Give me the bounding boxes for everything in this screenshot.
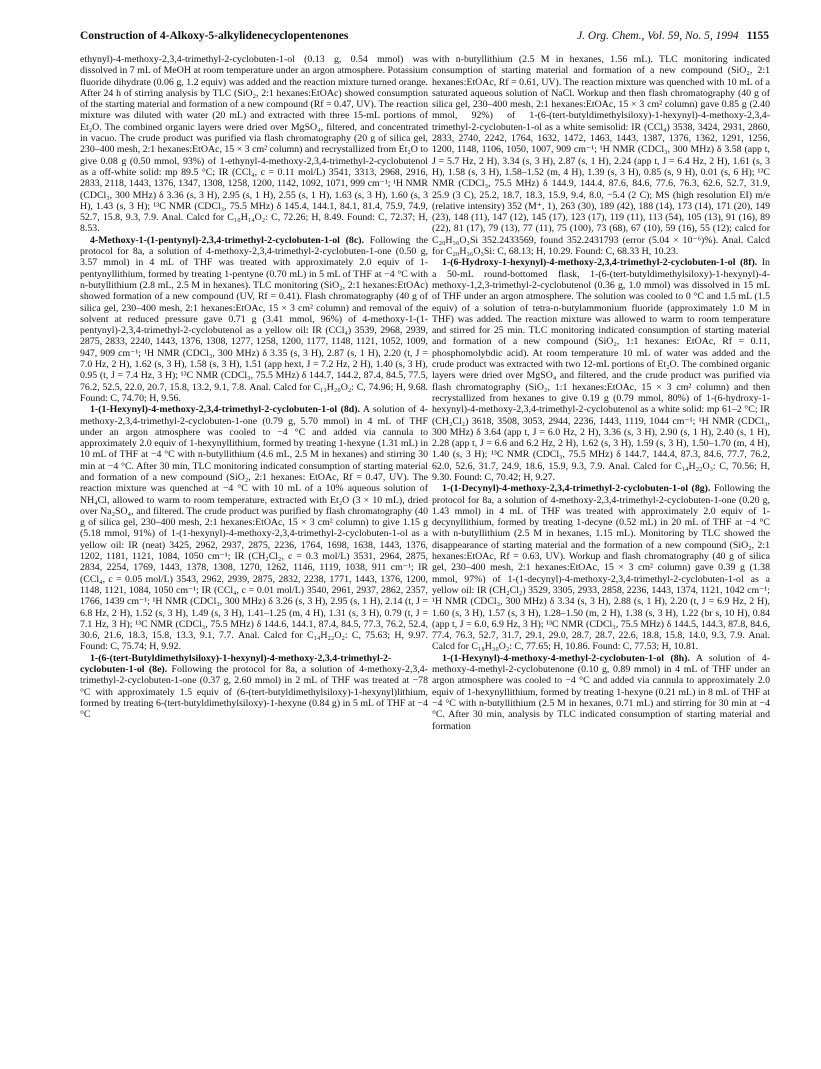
journal-name: J. Org. Chem., <box>577 30 645 42</box>
compound-heading: 1-(1-Decynyl)-4-methoxy-2,3,4-trimethyl-2-cyclobuten-1-ol (8g). <box>442 483 711 495</box>
right-column <box>432 54 770 732</box>
paragraph-text: Following the protocol for 8a, a solution of 4-methoxy-2,3,4-trimethyl-2-cyclobuten-1-one (0.37 g, 2.60 mmol) in 2 mL of THF was treated at −78 °C with approximately 1.5 equiv of (6-(tert-butyldimethylsiloxy)-1-hexynyl)lithium, formed by treating 6-(tert-butyldimethylsiloxy)-1-hexyne (0.84 g) in 5 mL of THF at −4 °C <box>80 664 429 721</box>
paragraph <box>432 483 770 652</box>
paragraph <box>432 54 770 257</box>
page-number: 1155 <box>746 30 769 42</box>
running-title: Construction of 4-Alkoxy-5-alkylidenecyclopentenones <box>80 30 349 42</box>
paragraph <box>80 235 428 404</box>
paragraph <box>432 653 770 732</box>
paragraph <box>80 653 428 721</box>
paragraph-text: Following the protocol for 8a, a solution of 4-methoxy-2,3,4-trimethyl-2-cyclobuten-1-one (0.20 g, 1.43 mmol) in 4 mL of THF was treated with approximately 2.0 equiv of 1-decynyllithium, formed by treating 1-decyne (0.52 mL) in 20 mL of THF at −4 °C with n-butyllithium (2.5 M in hexanes, 1.15 mL). Monitoring by TLC showed the disappearance of starting material and the formation of a new compound (SiO₂, 2:1 hexanes:EtOAc, Rf = 0.63, UV). Workup and flash chromatography (40 g of silica gel, 230–400 mesh, 2:1 hexanes:EtOAc, 15 × 3 cm² column) gave 0.39 g (1.38 mmol, 97%) of 1-(1-decynyl)-4-methoxy-2,3,4-trimethyl-2-cyclobuten-1-ol as a yellow oil: IR (CH₂Cl₂) 3529, 3305, 2933, 2858, 2236, 1443, 1374, 1121, 1042 cm⁻¹; ¹H NMR (CDCl₃, 300 MHz) δ 3.34 (s, 3 H), 2.88 (s, 1 H), 2.20 (t, J = 6.9 Hz, 2 H), 1.60 (s, 3 H), 1.57 (s, 3 H), 1.28–1.50 (m, 2 H), 1.38 (s, 3 H), 1.22 (br s, 10 H), 0.84 (app t, J = 6.0, 6.9 Hz, 3 H); ¹³C NMR (CDCl₃, 75.5 MHz) δ 144.5, 144.3, 87.8, 84.6, 77.4, 76.3, 52.7, 31.7, 29.1, 29.0, 28.7, 28.7, 22.6, 18.8, 15.8, 14.0, 9.3, 7.9. Anal. Calcd for C₁₈H₃₀O₂: C, 77.65; H, 10.86. Found: C, 77.53; H, 10.81. <box>432 483 770 653</box>
page-header <box>80 30 769 46</box>
journal-citation <box>577 30 769 42</box>
compound-heading: 1-(1-Hexynyl)-4-methoxy-2,3,4-trimethyl-2-cyclobuten-1-ol (8d). <box>90 404 360 416</box>
paragraph-text: Following the protocol for 8a, a solution of 4-methoxy-2,3,4-trimethyl-2-cyclobuten-1-one (0.50 g, 3.57 mmol) in 4 mL of THF was treated with approximately 2.0 equiv of 1-pentynyllithium, formed by treating 1-pentyne (0.70 mL) in 5 mL of THF at −4 °C with n-butyllithium (2.8 mL, 2.5 M in hexanes). TLC monitoring (SiO₂, 2:1 hexanes:EtOAc) showed formation of a new compound (UV, Rf = 0.41). Flash chromatography (40 g of silica gel, 230–400 mesh, 2:1 hexanes:EtOAc, 15 × 3 cm² column) and removal of the solvent at reduced pressure gave 0.71 g (3.41 mmol, 96%) of 4-methoxy-1-(1-pentynyl)-2,3,4-trimethyl-2-cyclobutenol as a yellow oil: IR (CCl₄) 3539, 2968, 2939, 2875, 2833, 2240, 1443, 1376, 1308, 1277, 1258, 1200, 1177, 1148, 1121, 1052, 1009, 947, 909 cm⁻¹; ¹H NMR (CDCl₃, 300 MHz) δ 3.35 (s, 3 H), 2.87 (s, 1 H), 2.20 (t, J = 7.0 Hz, 2 H), 1.62 (s, 3 H), 1.58 (s, 3 H), 1.51 (app hext, J = 7.2 Hz, 2 H), 1.40 (s, 3 H), 0.95 (t, J = 7.4 Hz, 3 H); ¹³C NMR (CDCl₃, 75.5 MHz) δ 144.7, 144.2, 87.4, 84.5, 77.5, 76.2, 52.5, 22.0, 20.7, 15.8, 13.2, 9.1, 7.8. Anal. Calcd for C₁₃H₂₀O₂: C, 74.96; H, 9.68. Found: C, 74.70; H, 9.56. <box>80 234 428 404</box>
paragraph <box>432 257 770 483</box>
paragraph-text: In a 50-mL round-bottomed flask, 1-(6-(tert-butyldimethylsiloxy)-1-hexynyl)-4-methoxy-1,2,3-trimethyl-2-cyclobutenol (0.36 g, 1.0 mmol) was dissolved in 15 mL of THF under an argon atmosphere. The solution was cooled to 0 °C and 1.5 mL (1.5 equiv) of a solution of tetra-n-butylammonium fluoride (approximately 1.0 M in THF) was added. The reaction mixture was allowed to warm to room temperature and stirred for 25 min. TLC monitoring indicated consumption of starting material and formation of a new compound (SiO₂, 1:1 hexanes: EtOAc, Rf = 0.11, phosphomolybdic acid). At room temperature 10 mL of water was added and the crude product was extracted with two 12-mL portions of Et₂O. The combined organic layers were dried over MgSO₄ and filtered, and the crude product was purified via flash chromatography (SiO₂, 1:1 hexanes:EtOAc, 15 × 3 cm² column) and then recrystallized from hexanes to give 0.19 g (0.79 mmol, 80%) of 1-(6-hydroxy-1-hexynyl)-4-methoxy-2,3,4-trimethyl-2-cyclobutenol as a white solid: mp 61–2 °C; IR (CH₂Cl₂) 3618, 3508, 3053, 2944, 2236, 1443, 1119, 1044 cm⁻¹; ¹H NMR (CDCl₃, 300 MHz) δ 3.64 (app t, J = 6.0 Hz, 2 H), 3.36 (s, 3 H), 2.90 (s, 1 H), 2.40 (s, 1 H), 2.28 (app t, J = 6.6 and 6.2 Hz, 2 H), 1.62 (s, 3 H), 1.59 (s, 3 H), 1.50–1.70 (m, 4 H), 1.40 (s, 3 H); ¹³C NMR (CDCl₃, 75.5 MHz) δ 144.7, 144.4, 87.3, 84.6, 77.7, 76.2, 62.0, 52.6, 31.7, 24.9, 18.6, 15.9, 9.3, 7.9. Anal. Calcd for C₁₄H₂₂O₃: C, 70.56; H, 9.30. Found: C, 70.42; H, 9.27. <box>432 257 770 483</box>
compound-heading: 1-(6-(tert-Butyldimethylsiloxy)-1-hexynyl)-4-methoxy-2,3,4-trimethyl-2-cyclobuten-1-ol (8e). <box>80 652 392 676</box>
paragraph-text: A solution of 4-methoxy-4-methyl-2-cyclobutenone (0.10 g, 0.89 mmol) in 4 mL of THF under an argon atmosphere was cooled to −4 °C and added via cannula to approximately 2.0 equiv of 1-hexynyllithium, formed by treating 1-hexyne (0.21 mL) in 8 mL of THF at −4 °C with n-butyllithium (2.5 M in hexanes, 0.71 mL) and stirring for 30 min at −4 °C. After 30 min, analysis by TLC indicated consumption of starting material and formation <box>432 652 770 732</box>
paragraph-text: with n-butyllithium (2.5 M in hexanes, 1.56 mL). TLC monitoring indicated consumption of starting material and formation of a new compound (SiO₂, 2:1 hexanes:EtOAc, Rf = 0.61, UV). The reaction mixture was quenched with 10 mL of a saturated aqueous solution of NaCl. Workup and then flash chromatography (40 g of silica gel, 230–400 mesh, 2:1 hexanes:EtOAc, 15 × 3 cm² column) gave 0.85 g (2.40 mmol, 92%) of 1-(6-(tert-butyldimethylsiloxy)-1-hexynyl)-4-methoxy-2,3,4-trimethyl-2-cyclobuten-1-ol as a white semisolid: IR (CCl₄) 3538, 3424, 2931, 2860, 2833, 2740, 2242, 1764, 1632, 1472, 1463, 1443, 1387, 1376, 1362, 1291, 1256, 1200, 1148, 1106, 1050, 1007, 909 cm⁻¹; ¹H NMR (CDCl₃, 300 MHz) δ 3.58 (app t, J = 5.7 Hz, 2 H), 3.34 (s, 3 H), 2.87 (s, 1 H), 2.24 (app t, J = 6.4 Hz, 2 H), 1.61 (s, 3 H), 1.58 (s, 3 H), 1.58–1.52 (m, 4 H), 1.39 (s, 3 H), 0.85 (s, 9 H), 0.01 (s, 6 H); ¹³C NMR (CDCl₃, 75.5 MHz) δ 144.9, 144.4, 87.6, 84.6, 77.6, 76.3, 62.6, 52.7, 31.9, 25.9 (3 C), 25.2, 18.7, 18.3, 15.9, 9.4, 8.0, −5.4 (2 C); MS (high resolution EI) m/e (relative intensity) 352 (M⁺, 1), 263 (30), 189 (42), 188 (14), 173 (14), 171 (20), 149 (23), 148 (11), 147 (12), 145 (17), 123 (17), 119 (11), 113 (54), 105 (13), 91 (16), 89 (22), 81 (17), 79 (13), 77 (11), 75 (100), 73 (68), 67 (10), 59 (16), 55 (12); calcd for C₂₀H₃₆O₃Si 352.2433569, found 352.2431793 (error (5.04 × 10⁻⁶)%). Anal. Calcd for C₂₀H₃₆O₃Si: C, 68.13; H, 10.29. Found: C, 68.33 H, 10.23. <box>432 54 770 258</box>
paragraph <box>80 54 428 235</box>
compound-heading: 1-(1-Hexynyl)-4-methoxy-4-methyl-2-cyclobuten-1-ol (8h). <box>442 652 690 664</box>
compound-heading: 1-(6-Hydroxy-1-hexynyl)-4-methoxy-2,3,4-trimethyl-2-cyclobuten-1-ol (8f). <box>442 257 758 269</box>
paragraph-text: ethynyl)-4-methoxy-2,3,4-trimethyl-2-cyclobuten-1-ol (0.13 g, 0.54 mmol) was dissolved in 7 mL of MeOH at room temperature under an argon atmosphere. Potassium fluoride dihydrate (0.06 g, 1.2 equiv) was added and the reaction mixture turned orange. After 24 h of stirring analysis by TLC (SiO₂, 2:1 hexanes:EtOAc) showed consumption of the starting material and formation of a new compound (Rf = 0.47, UV). The reaction mixture was diluted with water (20 mL) and extracted with three 15-mL portions of Et₂O. The combined organic layers were dried over MgSO₄, filtered, and concentrated in vacuo. The crude product was purified via flash chromatography (20 g of silica gel, 230–400 mesh, 2:1 hexanes:EtOAc, 15 × 3 cm² column) and recrystallized from Et₂O to give 0.08 g (0.50 mmol, 93%) of 1-ethynyl-4-methoxy-2,3,4-trimethyl-2-cyclobutenol as a off-white solid: mp 89.5 °C; IR (CCl₄, c = 0.11 mol/L) 3541, 3313, 2968, 2916, 2833, 2118, 1443, 1376, 1347, 1308, 1258, 1200, 1142, 1092, 1071, 999 cm⁻¹; ¹H NMR (CDCl₃, 300 MHz) δ 3.36 (s, 3 H), 2.95 (s, 1 H), 2.55 (s, 1 H), 1.63 (s, 3 H), 1.60 (s, 3 H), 1.43 (s, 3 H); ¹³C NMR (CDCl₃, 75.5 MHz) δ 145.4, 144.1, 84.1, 81.4, 75.9, 74.9, 52.7, 15.8, 9.3, 7.9. Anal. Calcd for C₁₀H₁₄O₂: C, 72.26; H, 8.49. Found: C, 72.37; H, 8.53. <box>80 54 428 235</box>
paragraph <box>80 404 428 653</box>
compound-heading: 4-Methoxy-1-(1-pentynyl)-2,3,4-trimethyl-2-cyclobuten-1-ol (8c). <box>90 234 364 246</box>
journal-volume: Vol. 59, No. 5, 1994 <box>647 30 739 42</box>
left-column <box>80 54 428 721</box>
paragraph-text: A solution of 4-methoxy-2,3,4-trimethyl-2-cyclobuten-1-one (0.79 g, 5.70 mmol) in 4 mL of THF under an argon atmosphere was cooled to −4 °C and added via cannula to approximately 2.0 equiv of 1-hexynyllithium, formed by treating 1-hexyne (1.31 mL) in 10 mL of THF at −4 °C with n-butyllithium (4.6 mL, 2.5 M in hexanes) and stirring 30 min at −4 °C. After 30 min, TLC monitoring indicated consumption of starting material and formation of a new compound (SiO₂, 2:1 hexanes: EtOAc, Rf = 0.47, UV). The reaction mixture was quenched at −4 °C with 10 mL of a 10% aqueous solution of NH₄Cl, allowed to warm to room temperature, extracted with Et₂O (3 × 10 mL), dried over Na₂SO₄, and filtered. The crude product was purified by flash chromatography (40 g of silica gel, 230–400 mesh, 2:1 hexanes:EtOAc, 15 × 3 cm² column) to give 1.15 g (5.18 mmol, 91%) of 1-(1-hexynyl)-4-methoxy-2,3,4-trimethyl-2-cyclobuten-1-ol as a yellow oil: IR (neat) 3425, 2962, 2937, 2875, 2236, 1764, 1698, 1638, 1443, 1376, 1202, 1181, 1121, 1084, 1050 cm⁻¹; IR (CH₂Cl₂, c = 0.3 mol/L) 3531, 2964, 2875, 2834, 2254, 1769, 1443, 1378, 1308, 1270, 1262, 1146, 1119, 1038, 911 cm⁻¹; IR (CCl₄, c = 0.05 mol/L) 3543, 2962, 2939, 2875, 2832, 2238, 1771, 1443, 1376, 1200, 1148, 1121, 1084, 1050 cm⁻¹; IR (CCl₄, c = 0.01 mol/L) 3540, 2961, 2937, 2862, 2357, 1766, 1439 cm⁻¹; ¹H NMR (CDCl₃, 300 MHz) δ 3.26 (s, 3 H), 2.95 (s, 1 H), 2.14 (t, J = 6.8 Hz, 2 H), 1.52 (s, 3 H), 1.49 (s, 3 H), 1.41–1.25 (m, 4 H), 1.31 (s, 3 H), 0.79 (t, J = 7.1 Hz, 3 H); ¹³C NMR (CDCl₃, 75.5 MHz) δ 144.6, 144.1, 87.4, 84.5, 77.3, 76.2, 52.4, 30.6, 21.6, 18.3, 15.8, 13.3, 9.1, 7.7. Anal. Calcd for C₁₄H₂₂O₂: C, 75.63; H, 9.97. Found: C, 75.74; H, 9.92. <box>80 404 428 653</box>
